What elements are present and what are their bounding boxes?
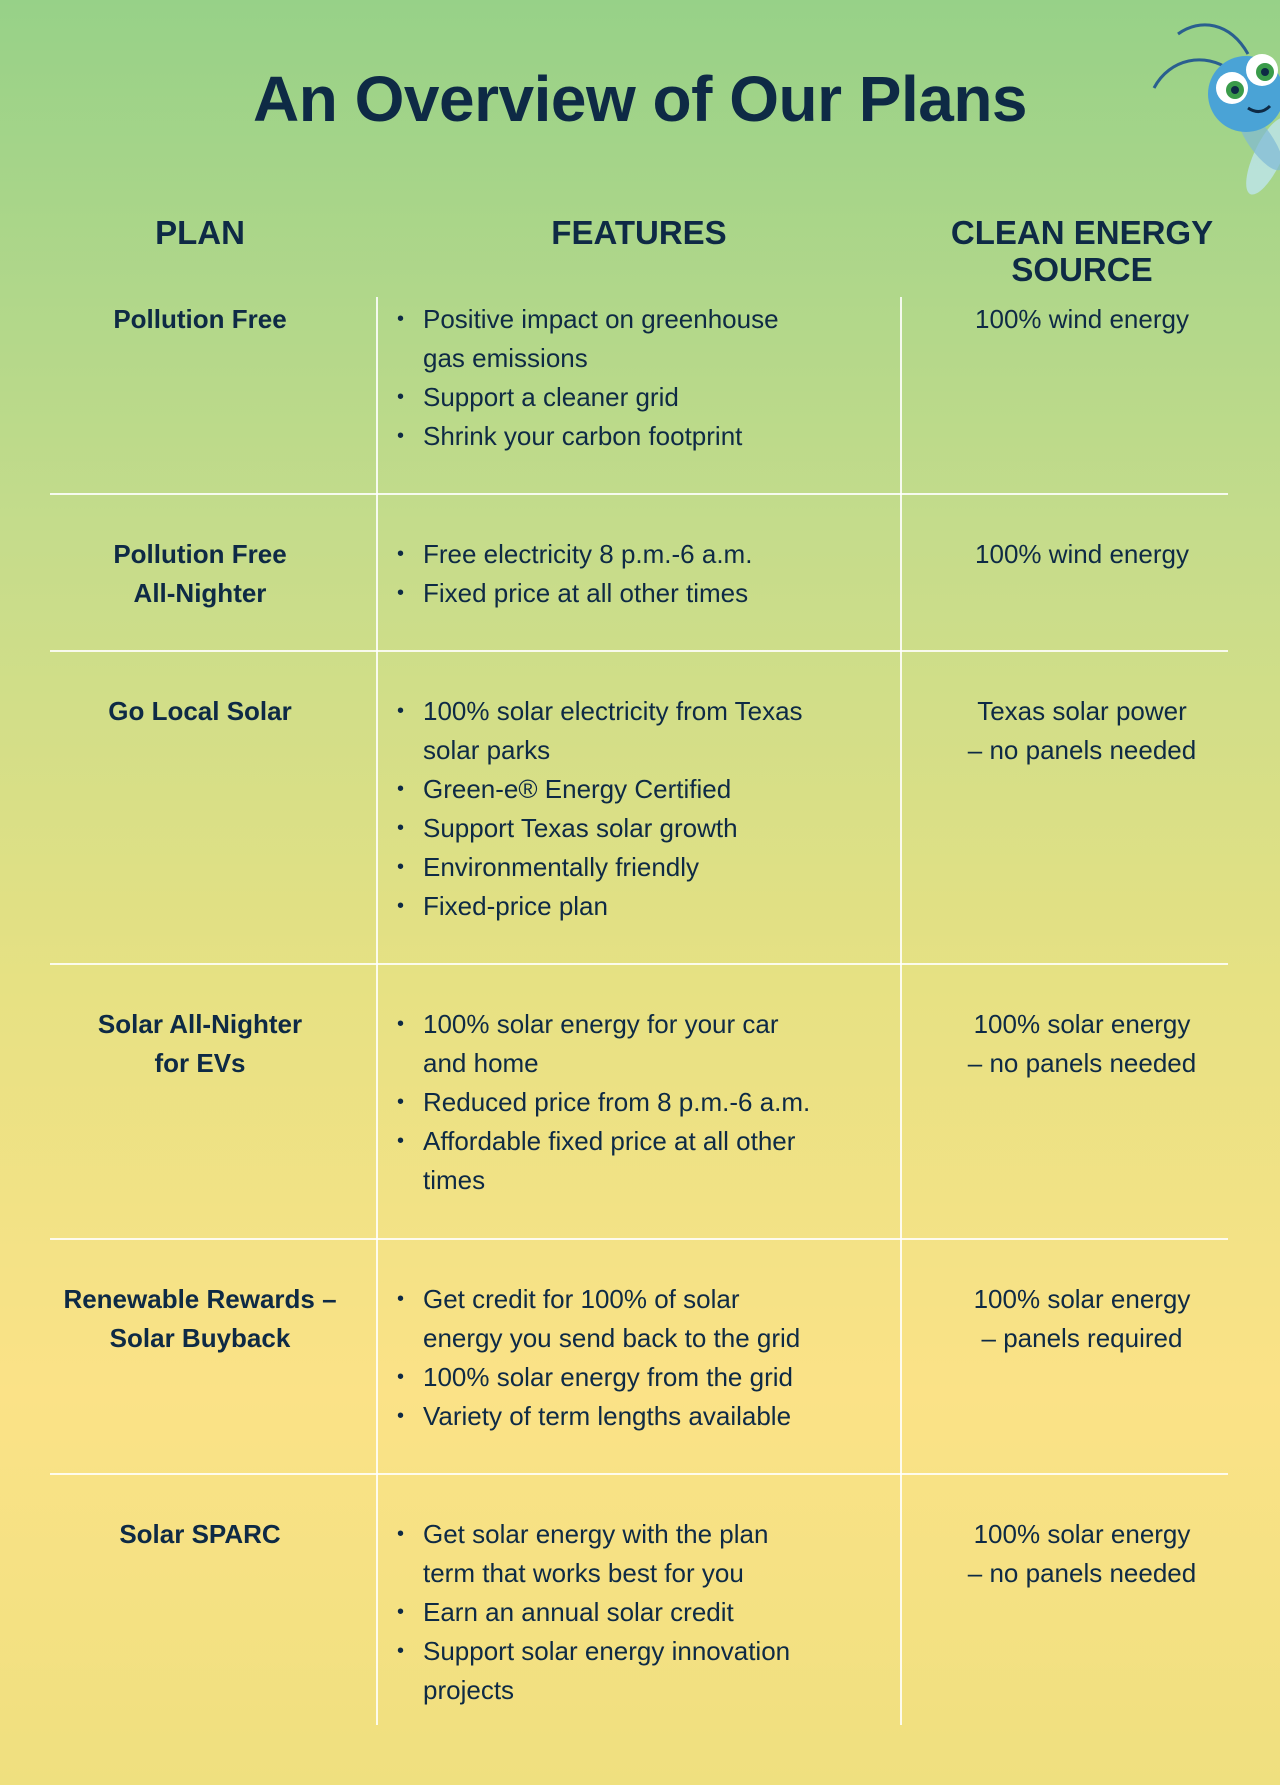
- feature-item: • 100% solar electricity from Texas solar parks: [395, 692, 895, 770]
- row-divider: [50, 493, 1228, 495]
- feature-item: • Variety of term lengths available: [395, 1397, 895, 1436]
- energy-source: 100% solar energy – panels required: [973, 1284, 1191, 1353]
- feature-item: • 100% solar energy from the grid: [395, 1358, 895, 1397]
- feature-item: • Get solar energy with the plan term that works best for you: [395, 1515, 895, 1593]
- column-divider: [376, 297, 378, 1725]
- energy-source: 100% wind energy: [975, 304, 1189, 334]
- plan-features: [395, 1515, 895, 1710]
- feature-item: • Fixed-price plan: [395, 887, 895, 926]
- feature-item: • Support solar energy innovation projects: [395, 1632, 895, 1710]
- feature-item: • Reduced price from 8 p.m.-6 a.m.: [395, 1083, 895, 1122]
- energy-source: 100% solar energy – no panels needed: [967, 1009, 1197, 1078]
- feature-item: • 100% solar energy for your car and home: [395, 1005, 895, 1083]
- plan-features: [395, 535, 895, 613]
- feature-item: • Fixed price at all other times: [395, 574, 895, 613]
- page-title: An Overview of Our Plans: [253, 63, 1027, 135]
- column-header-plan: PLAN: [155, 214, 245, 251]
- feature-item: • Affordable fixed price at all other times: [395, 1122, 895, 1200]
- row-divider: [50, 963, 1228, 965]
- column-header-features: FEATURES: [551, 214, 727, 251]
- energy-source: 100% wind energy: [975, 539, 1189, 569]
- feature-item: • Free electricity 8 p.m.-6 a.m.: [395, 535, 895, 574]
- plan-name: Solar All-Nighter for EVs: [97, 1009, 303, 1078]
- feature-item: • Green-e® Energy Certified: [395, 770, 895, 809]
- plan-name: Pollution Free: [113, 304, 287, 334]
- energy-source: 100% solar energy – no panels needed: [967, 1519, 1197, 1588]
- plan-features: [395, 300, 895, 456]
- plan-features: [395, 1005, 895, 1200]
- column-divider: [900, 297, 902, 1725]
- feature-item: • Get credit for 100% of solar energy you send back to the grid: [395, 1280, 895, 1358]
- energy-source: Texas solar power – no panels needed: [967, 696, 1197, 765]
- firefly-mascot-icon: [1110, 8, 1280, 198]
- row-divider: [50, 1473, 1228, 1475]
- plan-features: [395, 692, 895, 926]
- feature-item: • Earn an annual solar credit: [395, 1593, 895, 1632]
- column-header-source: CLEAN ENERGY SOURCE: [950, 214, 1214, 288]
- feature-item: • Shrink your carbon footprint: [395, 417, 895, 456]
- row-divider: [50, 650, 1228, 652]
- plan-name: Go Local Solar: [108, 696, 292, 726]
- plan-name: Solar SPARC: [119, 1519, 281, 1549]
- plan-features: [395, 1280, 895, 1436]
- feature-item: • Support a cleaner grid: [395, 378, 895, 417]
- feature-item: • Positive impact on greenhouse gas emissions: [395, 300, 895, 378]
- feature-item: • Environmentally friendly: [395, 848, 895, 887]
- row-divider: [50, 1238, 1228, 1240]
- plan-name: Renewable Rewards – Solar Buyback: [63, 1284, 337, 1353]
- feature-item: • Support Texas solar growth: [395, 809, 895, 848]
- plan-name: Pollution Free All-Nighter: [113, 539, 287, 608]
